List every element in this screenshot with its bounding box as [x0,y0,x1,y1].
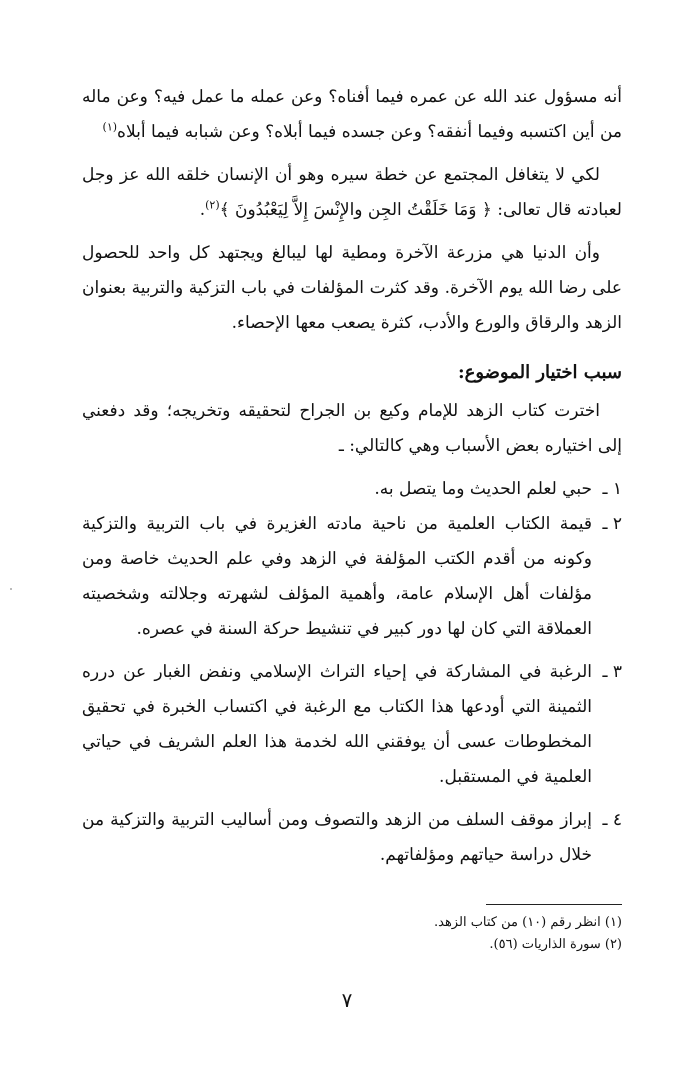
list-item-number: ١ ـ [602,479,622,499]
footnote-ref-1: (١) [102,120,118,134]
page-number: ٧ [341,988,353,1012]
list-item-text: إبراز موقف السلف من الزهد والتصوف ومن أساليب التربية والتزكية من خلال دراسة حياتهم ومؤلفاتهم. [82,810,592,865]
main-text [82,80,622,873]
list-item-text: الرغبة في المشاركة في إحياء التراث الإسلامي ونفض الغبار عن درره الثمينة التي أودعها هذا الكتاب مع الرغبة في اكتساب الخبرة في تحقيق المخطوطات عسى أن يوفقني الله لخدمة هذا العلم الشريف في حياتي العلمية في المستقبل. [82,662,592,787]
footnote-2: (٢) سورة الذاريات (٥٦). [489,937,622,952]
paragraph-2 [82,158,622,228]
list-item-number: ٣ ـ [602,662,622,682]
footnotes [82,912,622,956]
list-item-text: قيمة الكتاب العلمية من ناحية مادته الغزيرة في باب التربية والتزكية وكونه من أقدم الكتب المؤلفة في الزهد وفي علم الحديث خاصة ومن مؤلفات أهل الإسلام عامة، وأهمية المؤلف لشهرته وجلالته وشخصيته العملاقة التي كان لها دور كبير في تنشيط حركة السنة في عصره. [82,514,592,639]
section-intro: اخترت كتاب الزهد للإمام وكيع بن الجراح لتحقيقه وتخريجه؛ وقد دفعني إلى اختياره بعض الأسباب وهي كالتالي: ـ [82,401,622,456]
list-item-number: ٢ ـ [602,514,622,534]
paragraph-1 [82,80,622,150]
list-item [82,507,622,647]
list-item [82,655,622,795]
footnote-1: (١) انظر رقم (١٠) من كتاب الزهد. [434,915,622,930]
section-heading: سبب اختيار الموضوع: [457,362,622,383]
footnote-divider [486,904,622,905]
paragraph-1-text: أنه مسؤول عند الله عن عمره فيما أفناه؟ وعن عمله ما عمل فيه؟ وعن ماله من أين اكتسبه وفيما أنفقه؟ وعن جسده فيما أبلاه؟ وعن شبابه فيما أبلاه [82,87,622,142]
paragraph-2-text: لكي لا يتغافل المجتمع عن خطة سيره وهو أن الإنسان خلقه الله عز وجل لعبادته قال تعالى: ﴿ وَمَا خَلَقْتُ الجِن والإِنْسَ إِلاَّ لِيَعْبُدُونَ ﴾ [82,165,622,220]
scan-speck [10,588,12,590]
list-item-text: حبي لعلم الحديث وما يتصل به. [374,479,592,499]
list-item-number: ٤ ـ [602,810,622,830]
list-item [82,472,622,507]
footnote-ref-2: (٢) [205,198,220,212]
list-item [82,803,622,873]
paragraph-2-end: . [199,200,206,220]
paragraph-3: وأن الدنيا هي مزرعة الآخرة ومطية لها ليبالغ ويجتهد كل واحد للحصول على رضا الله يوم الآخرة. وقد كثرت المؤلفات في باب التزكية والتربية بعنوان الزهد والرقاق والورع والأدب، كثرة يصعب معها الإحصاء. [82,243,622,333]
